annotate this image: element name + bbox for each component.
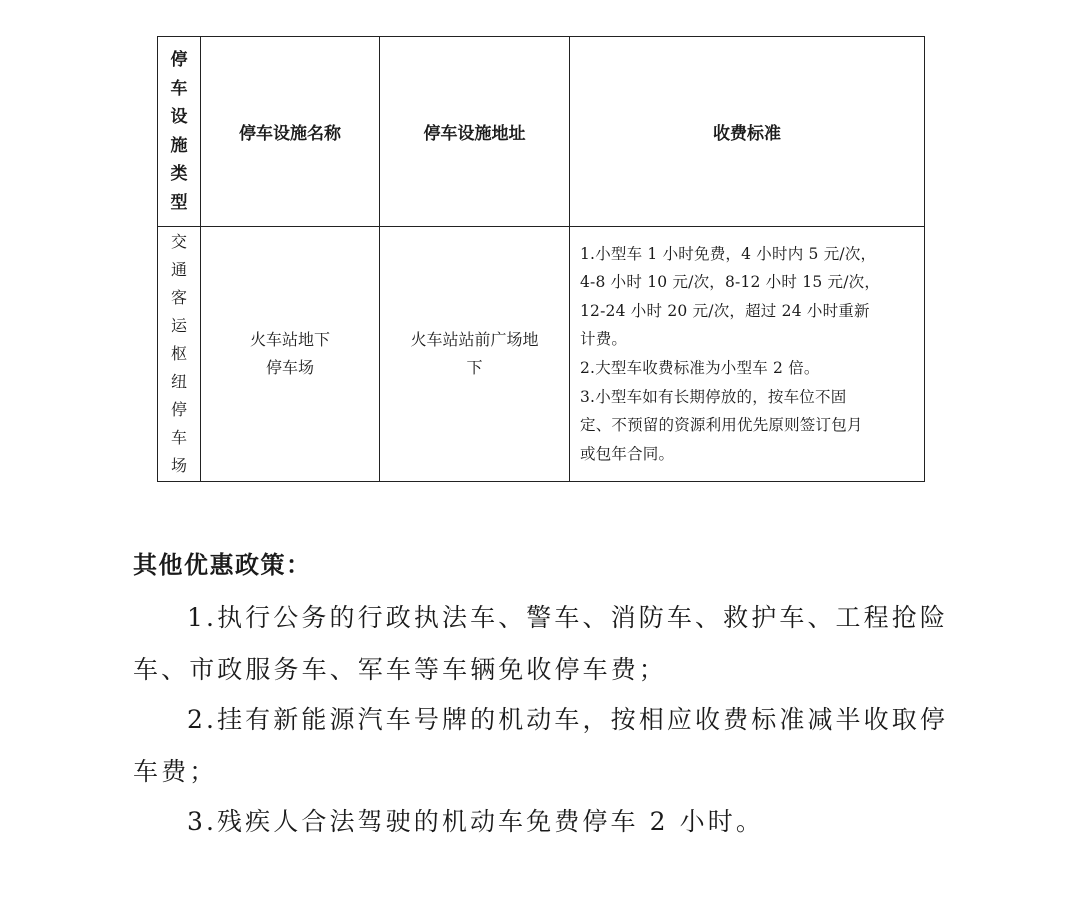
facility-address-line: 火车站站前广场地 <box>410 330 539 349</box>
table-row <box>158 227 925 482</box>
facility-type-text: 交通客运枢纽停车场 <box>170 232 187 475</box>
header-fee-standard: 收费标准 <box>570 37 925 227</box>
fee-standard-line: 或包年合同。 <box>580 444 675 463</box>
header-facility-name: 停车设施名称 <box>201 37 380 227</box>
facility-address-line: 下 <box>466 358 483 377</box>
fee-standard-line: 12-24 小时 20 元/次，超过 24 小时重新 <box>580 301 870 320</box>
policy-item-3: 3.残疾人合法驾驶的机动车免费停车 2 小时。 <box>187 807 764 836</box>
fee-standard-line: 1.小型车 1 小时免费，4 小时内 5 元/次， <box>580 244 877 263</box>
fee-standard-line: 计费。 <box>580 330 628 349</box>
cell-facility-name <box>201 227 380 482</box>
cell-fee-standard <box>570 227 925 482</box>
fee-standard-line: 2.大型车收费标准为小型车 2 倍。 <box>580 359 820 377</box>
header-facility-type-text: 停车设施类型 <box>170 50 188 213</box>
section-title: 其他优惠政策： <box>133 550 312 579</box>
facility-name-line: 停车场 <box>265 358 314 377</box>
header-facility-address: 停车设施地址 <box>380 37 570 227</box>
cell-facility-type <box>158 227 201 482</box>
fee-standard-line: 3.小型车如有长期停放的，按车位不固 <box>580 387 847 406</box>
fee-standard-line: 定、不预留的资源利用优先原则签订包月 <box>580 416 863 435</box>
table-header-row <box>158 37 925 227</box>
parking-fee-table <box>157 36 925 482</box>
header-facility-type <box>158 37 201 227</box>
cell-facility-address <box>380 227 570 482</box>
facility-name-line: 火车站地下 <box>249 330 330 349</box>
policy-item-2: 2.挂有新能源汽车号牌的机动车，按相应收费标准减半收取停车费； <box>133 705 948 786</box>
fee-standard-line: 4-8 小时 10 元/次，8-12 小时 15 元/次， <box>580 273 881 292</box>
policy-item-1: 1.执行公务的行政执法车、警车、消防车、救护车、工程抢险车、市政服务车、军车等车辆免收停车费； <box>133 603 948 684</box>
